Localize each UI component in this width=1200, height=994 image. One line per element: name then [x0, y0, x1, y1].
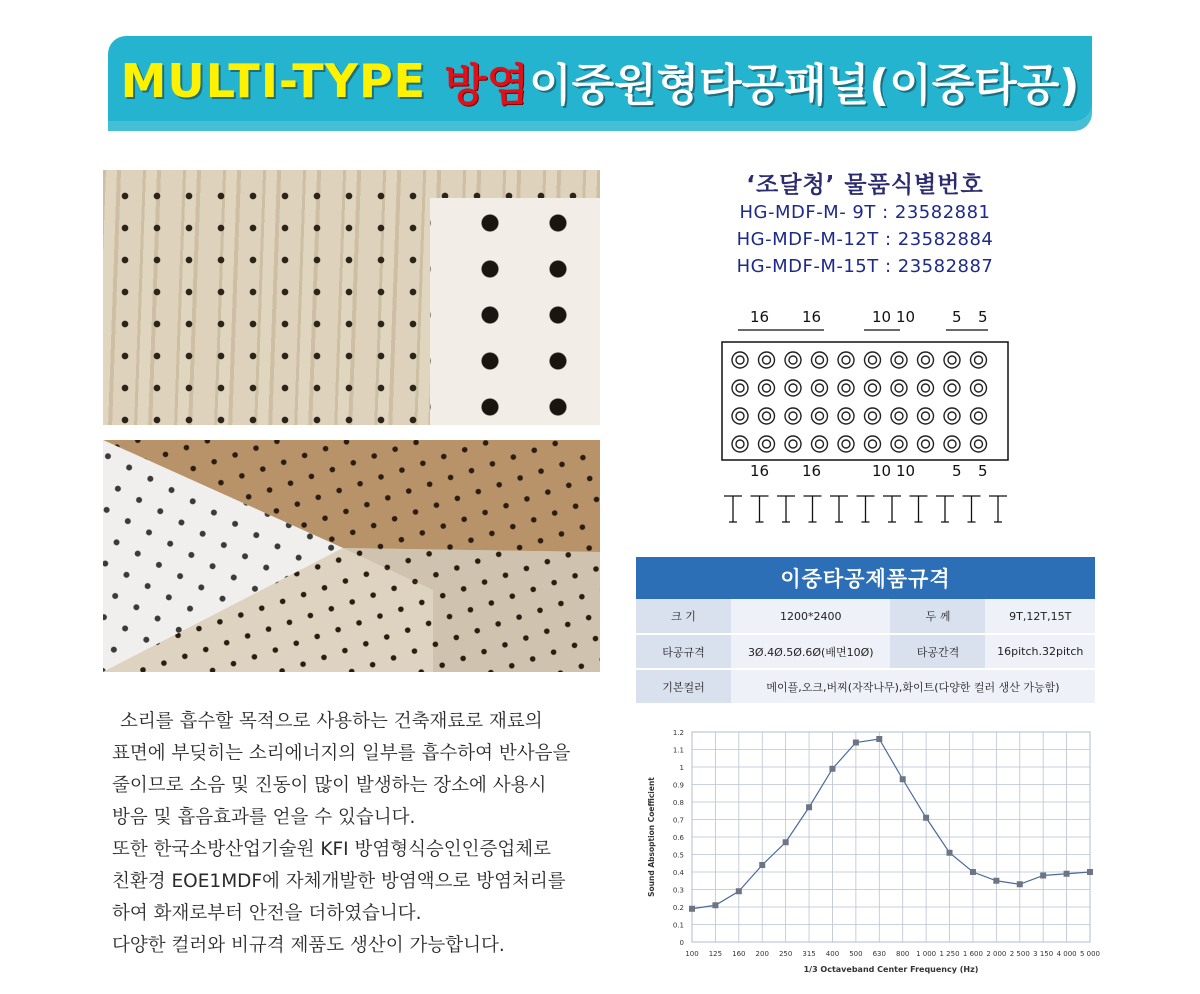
x-tick-label: 1 000	[916, 950, 937, 958]
absorption-chart	[640, 722, 1100, 982]
perforation-hole-inner	[789, 384, 797, 392]
y-tick-label: 0.1	[672, 921, 684, 930]
table-row	[636, 599, 1095, 634]
perforation-hole-inner	[816, 356, 824, 364]
procurement-id-15t: HG-MDF-M-15T : 23582887	[736, 256, 994, 277]
description-line: 방음 및 흡음효과를 얻을 수 있습니다.	[112, 807, 416, 828]
procurement-id-12t: HG-MDF-M-12T : 23582884	[736, 229, 994, 250]
x-tick-label: 800	[896, 950, 910, 958]
procurement-id-title: ‘조달청’ 물품식별번호	[746, 172, 984, 198]
diagram-bottom-label: 5	[978, 462, 988, 480]
x-axis-title: 1/3 Octaveband Center Frequency (Hz)	[803, 965, 979, 974]
perforation-hole-outer	[944, 352, 960, 368]
chart-data-point	[923, 815, 929, 821]
perforation-hole-outer	[918, 436, 934, 452]
spec-label-pitch: 타공간격	[890, 634, 985, 669]
perforation-hole-inner	[816, 440, 824, 448]
chart-data-point	[1017, 881, 1023, 887]
perforation-profile	[777, 496, 795, 522]
perforation-hole-outer	[891, 436, 907, 452]
y-tick-label: 1	[679, 764, 684, 772]
perforation-hole-outer	[759, 436, 775, 452]
description-line: 하여 화재로부터 안전을 더하였습니다.	[112, 903, 422, 924]
description-line: 표면에 부딪히는 소리에너지의 일부를 흡수하여 반사음을	[112, 743, 571, 764]
y-tick-label: 0.6	[672, 834, 684, 842]
x-tick-label: 2 500	[1009, 950, 1030, 958]
diagram-top-label: 10	[896, 308, 916, 326]
perforation-hole-inner	[895, 356, 903, 364]
chart-data-point	[783, 839, 789, 845]
perforation-hole-outer	[732, 352, 748, 368]
spec-label-perforation: 타공규격	[636, 634, 731, 669]
spec-value-thickness: 9T,12T,15T	[985, 599, 1095, 634]
perforation-hole-inner	[842, 384, 850, 392]
perforation-diagram	[716, 300, 1016, 530]
perforation-hole-inner	[869, 440, 877, 448]
spec-label-size: 크 기	[636, 599, 731, 634]
y-tick-label: 0	[679, 939, 684, 947]
perforation-hole-inner	[736, 356, 744, 364]
perforation-hole-outer	[812, 436, 828, 452]
diagram-bottom-label: 5	[952, 462, 962, 480]
perforation-hole-outer	[971, 408, 987, 424]
header-banner	[108, 36, 1092, 131]
perforation-hole-inner	[975, 412, 983, 420]
chart-data-point	[806, 804, 812, 810]
diagram-bottom-label: 10	[872, 462, 892, 480]
perforation-hole-outer	[891, 352, 907, 368]
perforation-profile	[751, 496, 769, 522]
perforation-hole-outer	[759, 380, 775, 396]
y-tick-label: 0.9	[672, 781, 684, 790]
banner-title-flameproof: 방염	[444, 60, 530, 111]
diagram-bottom-label: 16	[750, 462, 770, 480]
perforation-hole-inner	[922, 412, 930, 420]
perforation-hole-outer	[865, 436, 881, 452]
perforation-hole-outer	[732, 436, 748, 452]
perforation-hole-inner	[869, 384, 877, 392]
perforation-hole-inner	[816, 412, 824, 420]
chart-data-point	[1064, 871, 1070, 877]
perforation-hole-outer	[918, 380, 934, 396]
chart-data-point	[947, 850, 953, 856]
y-tick-label: 0.8	[672, 799, 684, 807]
procurement-id-9t: HG-MDF-M- 9T : 23582881	[739, 202, 991, 223]
spec-value-perforation: 3Ø.4Ø.5Ø.6Ø(배면10Ø)	[731, 634, 890, 669]
panel-photo-maple	[103, 170, 600, 425]
chart-data-point	[829, 766, 835, 772]
x-tick-label: 315	[802, 950, 816, 958]
chart-data-point	[712, 902, 718, 908]
diagram-top-label: 5	[952, 308, 962, 326]
absorption-chart-svg	[640, 722, 1100, 982]
perforation-hole-inner	[948, 356, 956, 364]
x-tick-label: 400	[825, 950, 840, 958]
diagram-bottom-label: 16	[802, 462, 822, 480]
perforation-hole-inner	[948, 440, 956, 448]
perforation-hole-inner	[763, 356, 771, 364]
diagram-top-label: 10	[872, 308, 892, 326]
description-line: 다양한 컬러와 비규격 제품도 생산이 가능합니다.	[112, 935, 505, 956]
chart-data-point	[853, 740, 859, 746]
x-tick-label: 630	[872, 950, 886, 958]
x-tick-label: 1 250	[939, 950, 960, 958]
perforation-hole-outer	[865, 380, 881, 396]
perforation-hole-inner	[736, 412, 744, 420]
y-tick-label: 1.2	[672, 729, 684, 737]
diagram-top-label: 16	[750, 308, 770, 326]
y-tick-label: 0.7	[672, 816, 684, 825]
x-tick-label: 1 600	[962, 950, 983, 958]
spec-table	[636, 599, 1095, 705]
y-tick-label: 0.4	[672, 869, 684, 877]
perforation-hole-inner	[975, 440, 983, 448]
perforation-hole-inner	[895, 384, 903, 392]
x-tick-label: 500	[849, 950, 863, 958]
perforation-hole-outer	[838, 352, 854, 368]
perforation-hole-outer	[838, 408, 854, 424]
chart-data-point	[689, 906, 695, 912]
perforation-hole-outer	[944, 380, 960, 396]
perforation-hole-outer	[838, 380, 854, 396]
x-tick-label: 5 000	[1079, 950, 1100, 958]
description-line: 줄이므로 소음 및 진동이 많이 발생하는 장소에 사용시	[112, 775, 547, 796]
perforation-hole-outer	[918, 408, 934, 424]
spec-table-title: 이중타공제품규격	[636, 557, 1095, 599]
panel-photo-assorted	[103, 440, 600, 672]
perforation-hole-inner	[736, 440, 744, 448]
chart-data-point	[876, 736, 882, 742]
perforation-hole-inner	[975, 384, 983, 392]
perforation-hole-inner	[763, 440, 771, 448]
description-line: 친환경 EOE1MDF에 자체개발한 방염액으로 방염처리를	[112, 871, 566, 892]
chart-data-point	[1087, 869, 1093, 875]
perforation-hole-outer	[865, 408, 881, 424]
perforation-hole-inner	[789, 356, 797, 364]
perforation-hole-outer	[812, 408, 828, 424]
perforation-hole-inner	[895, 412, 903, 420]
perforation-profile	[883, 496, 901, 522]
perforation-hole-inner	[842, 412, 850, 420]
perforation-hole-inner	[736, 384, 744, 392]
perforation-hole-inner	[948, 384, 956, 392]
perforation-hole-outer	[891, 380, 907, 396]
spec-label-color: 기본컬러	[636, 669, 731, 704]
diagram-top-label: 16	[802, 308, 822, 326]
perforation-hole-inner	[869, 356, 877, 364]
spec-table-section	[636, 557, 1095, 705]
y-tick-label: 0.5	[672, 851, 684, 860]
perforation-profile	[724, 496, 742, 522]
perforation-hole-outer	[838, 436, 854, 452]
perforation-profile	[830, 496, 848, 522]
perforation-hole-inner	[763, 384, 771, 392]
perforation-hole-inner	[842, 440, 850, 448]
perforation-hole-inner	[948, 412, 956, 420]
perforation-hole-outer	[785, 380, 801, 396]
perforation-hole-inner	[763, 412, 771, 420]
perforation-hole-outer	[971, 352, 987, 368]
spec-label-thickness: 두 께	[890, 599, 985, 634]
spec-value-pitch: 16pitch.32pitch	[985, 634, 1095, 669]
perforation-hole-inner	[975, 356, 983, 364]
chart-data-point	[736, 888, 742, 894]
chart-data-point	[993, 878, 999, 884]
perforation-hole-outer	[812, 380, 828, 396]
x-tick-label: 200	[755, 950, 769, 958]
perforation-hole-outer	[812, 352, 828, 368]
perforation-hole-outer	[865, 352, 881, 368]
x-tick-label: 2 000	[986, 950, 1007, 958]
perforation-hole-inner	[922, 440, 930, 448]
banner-title-product: 이중원형타공패널(이중타공)	[529, 60, 1080, 111]
perforation-hole-inner	[789, 440, 797, 448]
product-description	[112, 706, 592, 962]
y-tick-label: 1.1	[672, 746, 684, 755]
perforation-hole-inner	[816, 384, 824, 392]
description-line: 소리를 흡수할 목적으로 사용하는 건축재료로 재료의	[120, 711, 543, 732]
perforation-hole-outer	[759, 408, 775, 424]
table-row	[636, 634, 1095, 669]
perforation-profile	[910, 496, 928, 522]
perforation-profile	[857, 496, 875, 522]
perforation-hole-outer	[732, 380, 748, 396]
description-line: 또한 한국소방산업기술원 KFI 방염형식승인인증업체로	[112, 839, 552, 860]
perforation-hole-inner	[869, 412, 877, 420]
x-tick-label: 125	[708, 950, 723, 958]
panel-photo-white-closeup	[430, 198, 600, 425]
perforation-hole-inner	[789, 412, 797, 420]
table-row	[636, 669, 1095, 704]
x-tick-label: 100	[685, 950, 699, 958]
procurement-id-block	[690, 166, 1040, 280]
y-tick-label: 0.2	[672, 904, 684, 912]
diagram-bottom-label: 10	[896, 462, 916, 480]
chart-data-point	[1040, 873, 1046, 879]
perforation-profile	[804, 496, 822, 522]
perforation-hole-inner	[895, 440, 903, 448]
diagram-top-label: 5	[978, 308, 988, 326]
perforation-hole-inner	[922, 384, 930, 392]
perforation-profile	[936, 496, 954, 522]
perforation-hole-outer	[732, 408, 748, 424]
perforation-hole-inner	[842, 356, 850, 364]
perforation-hole-outer	[785, 352, 801, 368]
perforation-hole-outer	[944, 436, 960, 452]
chart-data-point	[970, 869, 976, 875]
spec-value-size: 1200*2400	[731, 599, 890, 634]
perforation-profile	[963, 496, 981, 522]
y-axis-title: Sound Absoption Coefficient	[647, 777, 656, 897]
perforation-hole-inner	[922, 356, 930, 364]
perforation-hole-outer	[759, 352, 775, 368]
y-tick-label: 0.3	[672, 886, 684, 895]
banner-title-english: MULTI-TYPE	[120, 54, 427, 108]
perforation-hole-outer	[971, 436, 987, 452]
spec-value-color: 메이플,오크,버찌(자작나무),화이트(다양한 컬러 생산 가능함)	[731, 669, 1095, 704]
perforation-hole-outer	[891, 408, 907, 424]
perforation-hole-outer	[785, 408, 801, 424]
perforation-hole-outer	[918, 352, 934, 368]
chart-data-point	[759, 862, 765, 868]
chart-data-point	[900, 776, 906, 782]
x-tick-label: 250	[778, 950, 793, 958]
x-tick-label: 4 000	[1056, 950, 1077, 958]
perforation-profile	[989, 496, 1007, 522]
perforation-hole-outer	[944, 408, 960, 424]
x-tick-label: 3 150	[1033, 950, 1054, 958]
x-tick-label: 160	[732, 950, 746, 958]
perforation-hole-outer	[785, 436, 801, 452]
perforation-hole-outer	[971, 380, 987, 396]
